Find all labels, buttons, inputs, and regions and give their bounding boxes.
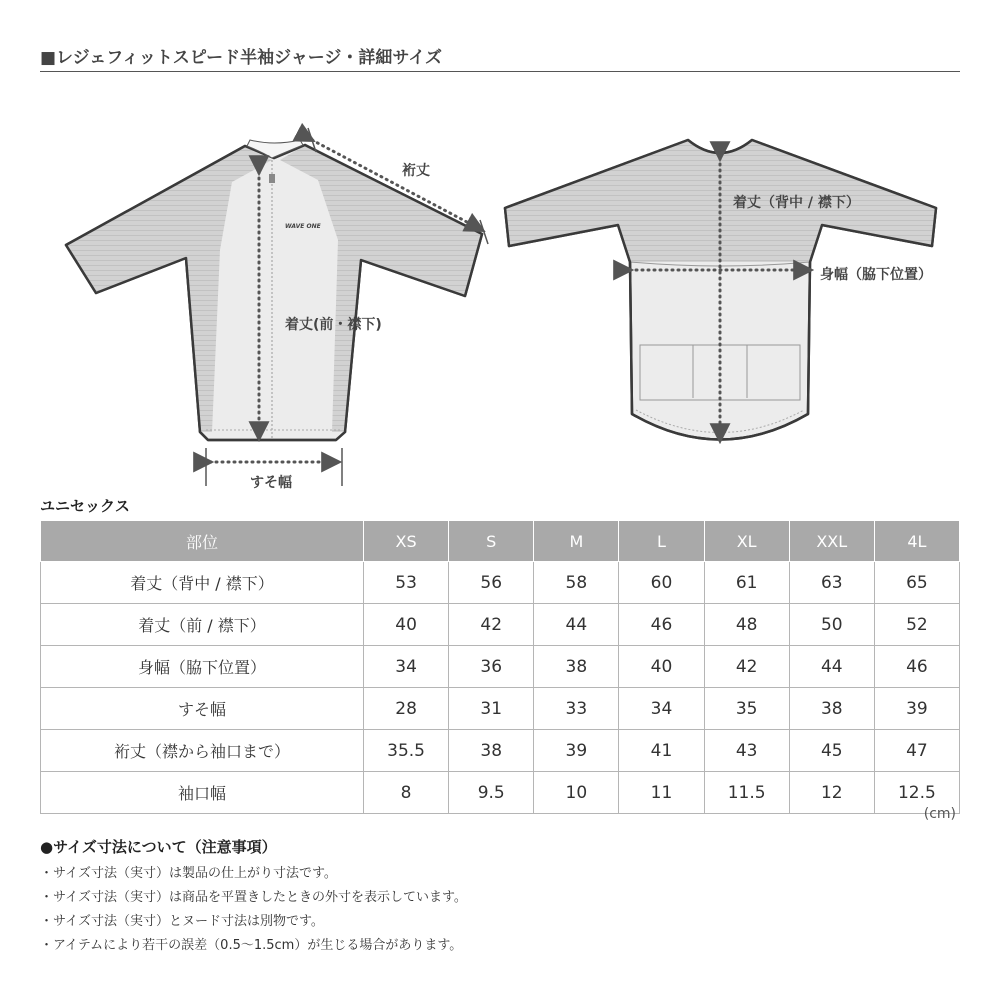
table-cell: 12.5 (874, 772, 959, 814)
row-label: 着丈（前 / 襟下） (41, 604, 364, 646)
header-cell: S (449, 521, 534, 562)
table-cell: 38 (789, 688, 874, 730)
note-item: ・サイズ寸法（実寸）は製品の仕上がり寸法です。 (40, 866, 337, 881)
table-cell: 12 (789, 772, 874, 814)
table-cell: 42 (704, 646, 789, 688)
row-label: 裄丈（襟から袖口まで） (41, 730, 364, 772)
label-body-width: 身幅（脇下位置） (820, 267, 932, 283)
jersey-diagram (0, 80, 1000, 500)
table-cell: 48 (704, 604, 789, 646)
table-row (41, 730, 960, 772)
table-row (41, 772, 960, 814)
table-cell: 11.5 (704, 772, 789, 814)
label-back-length: 着丈（背中 / 襟下） (733, 195, 860, 211)
table-cell: 61 (704, 562, 789, 604)
table-cell: 28 (364, 688, 449, 730)
table-cell: 9.5 (449, 772, 534, 814)
table-cell: 42 (449, 604, 534, 646)
table-row (41, 646, 960, 688)
table-cell: 11 (619, 772, 704, 814)
front-jersey (66, 140, 482, 440)
table-row (41, 562, 960, 604)
table-cell: 31 (449, 688, 534, 730)
table-cell: 43 (704, 730, 789, 772)
table-cell: 10 (534, 772, 619, 814)
table-row (41, 688, 960, 730)
row-label: 身幅（脇下位置） (41, 646, 364, 688)
header-cell: 部位 (41, 521, 364, 562)
page-title: ■レジェフィットスピード半袖ジャージ・詳細サイズ (40, 48, 443, 68)
table-cell: 38 (534, 646, 619, 688)
table-cell: 39 (874, 688, 959, 730)
table-header-row (41, 521, 960, 562)
table-cell: 34 (364, 646, 449, 688)
header-cell: XS (364, 521, 449, 562)
table-cell: 47 (874, 730, 959, 772)
table-cell: 53 (364, 562, 449, 604)
table-row (41, 604, 960, 646)
title-divider (40, 71, 960, 72)
note-item: ・アイテムにより若干の誤差（0.5〜1.5cm）が生じる場合があります。 (40, 938, 463, 953)
table-cell: 58 (534, 562, 619, 604)
table-cell: 60 (619, 562, 704, 604)
section-label: ユニセックス (40, 497, 130, 515)
table-cell: 40 (619, 646, 704, 688)
unit-label: (cm) (923, 806, 956, 822)
table-cell: 33 (534, 688, 619, 730)
table-cell: 40 (364, 604, 449, 646)
table-cell: 56 (449, 562, 534, 604)
table-cell: 65 (874, 562, 959, 604)
notes-title: ●サイズ寸法について（注意事項） (40, 838, 277, 856)
table-cell: 46 (619, 604, 704, 646)
label-hem-width: すそ幅 (250, 475, 292, 491)
table-cell: 52 (874, 604, 959, 646)
table-cell: 45 (789, 730, 874, 772)
row-label: 袖口幅 (41, 772, 364, 814)
table-cell: 38 (449, 730, 534, 772)
table-cell: 39 (534, 730, 619, 772)
table-cell: 36 (449, 646, 534, 688)
table-cell: 34 (619, 688, 704, 730)
size-table (40, 520, 960, 814)
table-cell: 41 (619, 730, 704, 772)
note-item: ・サイズ寸法（実寸）とヌード寸法は別物です。 (40, 914, 324, 929)
header-cell: XXL (789, 521, 874, 562)
brand-logo: WAVE ONE (285, 223, 321, 230)
notes-list (40, 862, 467, 958)
table-cell: 8 (364, 772, 449, 814)
table-cell: 35 (704, 688, 789, 730)
note-item: ・サイズ寸法（実寸）は商品を平置きしたときの外寸を表示しています。 (40, 890, 467, 905)
row-label: すそ幅 (41, 688, 364, 730)
header-cell: M (534, 521, 619, 562)
table-cell: 46 (874, 646, 959, 688)
row-label: 着丈（背中 / 襟下） (41, 562, 364, 604)
label-sleeve-length: 裄丈 (402, 163, 430, 179)
table-cell: 50 (789, 604, 874, 646)
table-cell: 35.5 (364, 730, 449, 772)
label-front-length: 着丈(前・襟下) (285, 317, 382, 333)
header-cell: XL (704, 521, 789, 562)
table-cell: 44 (789, 646, 874, 688)
table-cell: 63 (789, 562, 874, 604)
table-cell: 44 (534, 604, 619, 646)
header-cell: L (619, 521, 704, 562)
header-cell: 4L (874, 521, 959, 562)
